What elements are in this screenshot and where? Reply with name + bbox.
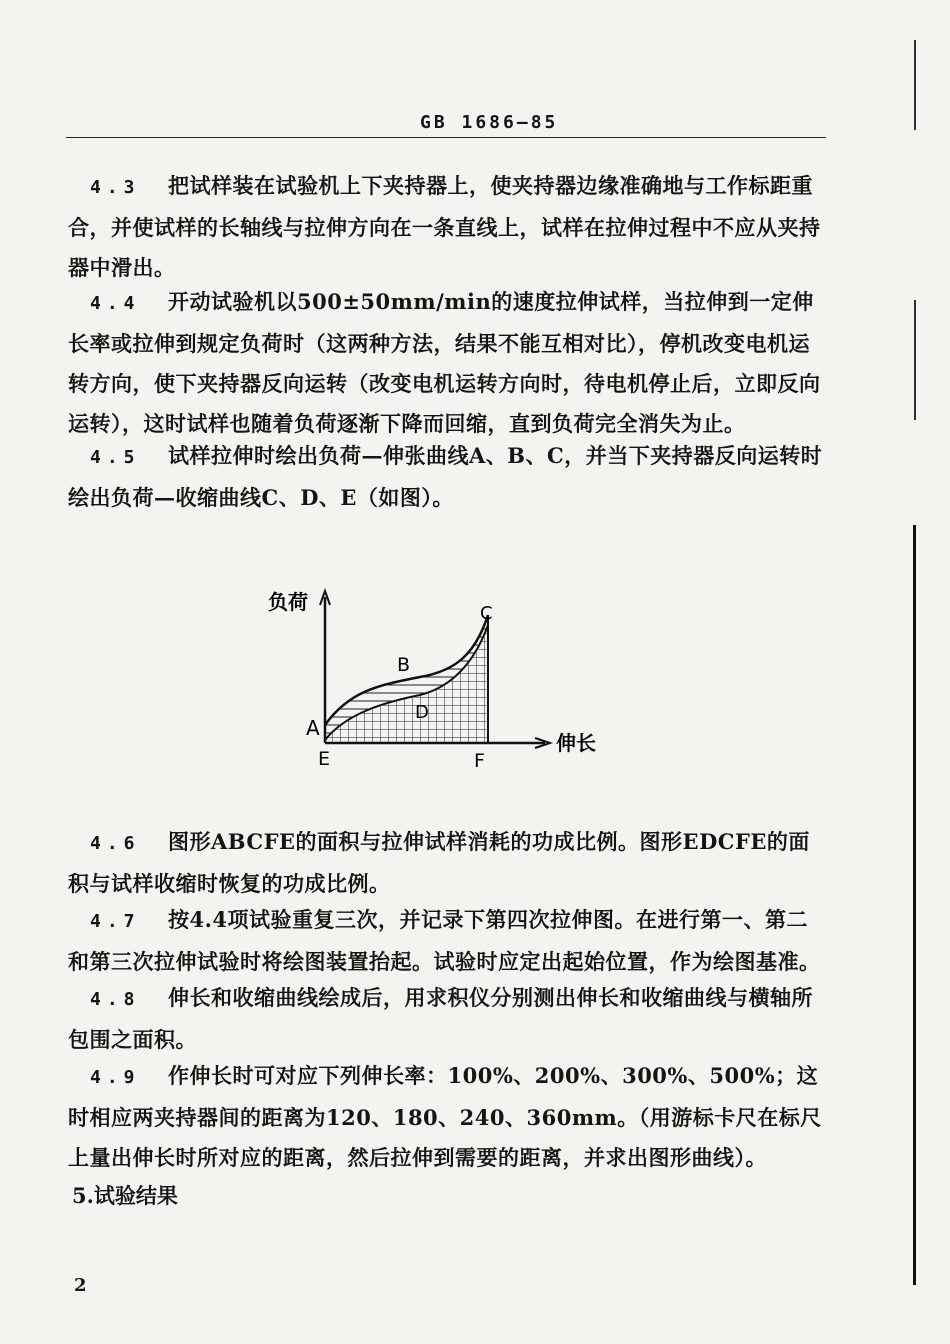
clause-number: 4.4 [90, 293, 141, 314]
paragraph-4-7 [68, 900, 828, 982]
x-axis-label: 伸长 [556, 731, 596, 755]
point-d-label: D [415, 702, 429, 723]
point-b-label: B [397, 654, 411, 676]
paragraph-4-9 [68, 1056, 828, 1178]
paragraph-4-6 [68, 822, 828, 904]
point-a-label: A [306, 716, 320, 740]
load-elongation-figure [260, 585, 620, 785]
clause-number: 4.8 [90, 989, 141, 1010]
clause-text: 试样拉伸时绘出负荷—伸张曲线A、B、C，并当下夹持器反向运转时绘出负荷—收缩曲线C、D、E（如图）。 [68, 443, 823, 510]
clause-number: 4.6 [90, 833, 141, 854]
section-heading: 5.试验结果 [72, 1183, 178, 1208]
binding-edge-rule [913, 525, 916, 1285]
paragraph-4-8 [68, 978, 828, 1060]
y-axis-label: 负荷 [268, 590, 308, 614]
paragraph-4-5 [68, 436, 828, 518]
binding-edge-mark [914, 40, 916, 130]
clause-text: 伸长和收缩曲线绘成后，用求积仪分别测出伸长和收缩曲线与横轴所包围之面积。 [68, 985, 813, 1052]
point-e-label: E [318, 748, 331, 770]
point-c-label: C [480, 603, 493, 624]
page-number: 2 [74, 1275, 87, 1296]
clause-text: 开动试验机以500±50mm/min的速度拉伸试样，当拉伸到一定伸长率或拉伸到规定负荷时（这两种方法，结果不能互相对比），停机改变电机运转方向，使下夹持器反向运转（改变电机运转方向时，待电机停止后，立即反向运转），这时试样也随着负荷逐渐下降而回缩，直到负荷完全消失为止。 [68, 289, 821, 436]
clause-text: 把试样装在试验机上下夹持器上，使夹持器边缘准确地与工作标距重合，并使试样的长轴线与拉伸方向在一条直线上，试样在拉伸过程中不应从夹持器中滑出。 [68, 173, 821, 280]
clause-number: 4.9 [90, 1067, 141, 1088]
standard-code-header: GB 1686—85 [420, 112, 559, 133]
clause-number: 4.3 [90, 177, 141, 198]
clause-text: 按4.4项试验重复三次，并记录下第四次拉伸图。在进行第一、第二和第三次拉伸试验时将绘图装置抬起。试验时应定出起始位置，作为绘图基准。 [68, 907, 821, 974]
header-rule [66, 137, 826, 138]
paragraph-4-4 [68, 282, 828, 444]
binding-edge-mark [914, 300, 916, 420]
clause-number: 4.5 [90, 447, 141, 468]
clause-text: 作伸长时可对应下列伸长率：100%、200%、300%、500%；这时相应两夹持器间的距离为120、180、240、360mm。（用游标卡尺在标尺上量出伸长时所对应的距离，然后拉伸到需要的距离，并求出图形曲线）。 [68, 1063, 822, 1170]
paragraph-4-3 [68, 166, 828, 288]
clause-number: 4.7 [90, 911, 141, 932]
clause-text: 图形ABCFE的面积与拉伸试样消耗的功成比例。图形EDCFE的面积与试样收缩时恢复的功成比例。 [68, 829, 810, 896]
point-f-label: F [474, 750, 485, 772]
